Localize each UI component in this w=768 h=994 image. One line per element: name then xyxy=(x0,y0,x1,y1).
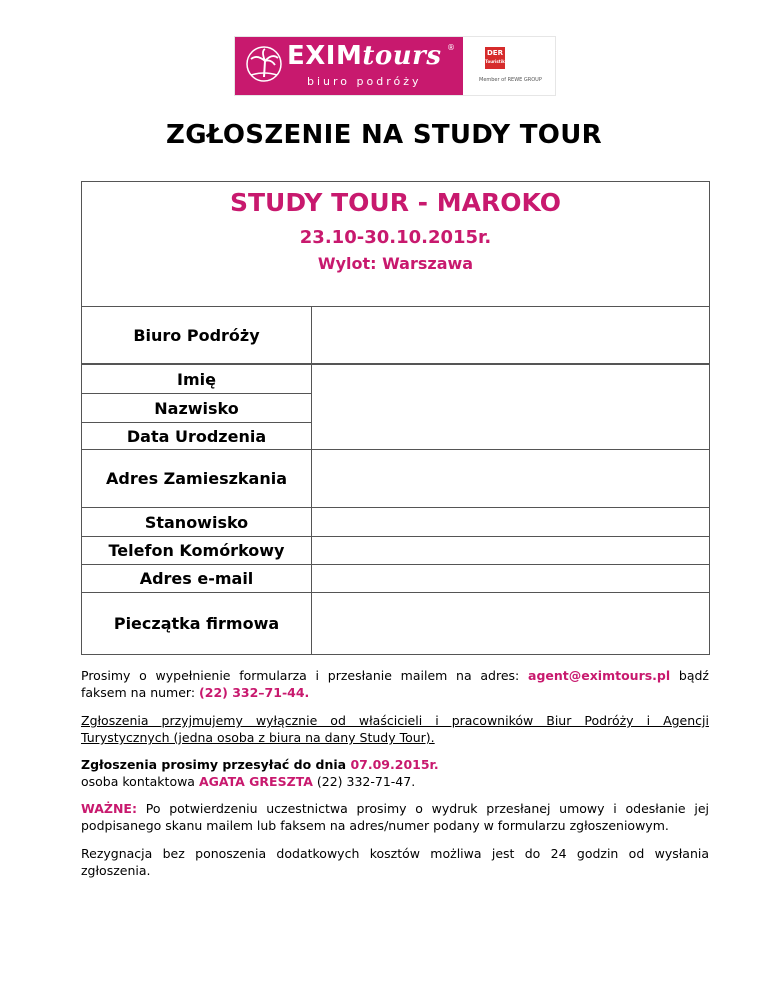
company-stamp-field[interactable] xyxy=(312,593,709,654)
form-row-birth-date xyxy=(82,423,709,450)
field-label: Adres e-mail xyxy=(82,565,312,592)
registered-mark: ® xyxy=(447,43,455,52)
field-label: Stanowisko xyxy=(82,508,312,536)
form-row-travel-agency xyxy=(82,307,709,364)
form-row-mobile xyxy=(82,537,709,565)
der-member-text: Member of REWE GROUP xyxy=(479,77,542,83)
logo-wordmark: EXIMtours xyxy=(287,41,442,71)
fax-number: (22) 332–71-44. xyxy=(199,685,310,700)
form-row-company-stamp xyxy=(82,593,709,654)
birth-date-field[interactable] xyxy=(312,423,709,449)
travel-agency-field[interactable] xyxy=(312,307,709,363)
form-row-email xyxy=(82,565,709,593)
contact-email[interactable]: agent@eximtours.pl xyxy=(528,668,671,683)
field-label: Adres Zamieszkania xyxy=(82,450,312,507)
address-field[interactable] xyxy=(312,450,709,507)
logo-subtitle: biuro podróży xyxy=(307,75,422,88)
trip-title: STUDY TOUR - MAROKO xyxy=(230,188,561,217)
deadline-date: 07.09.2015r. xyxy=(350,757,439,772)
field-label: Telefon Komórkowy xyxy=(82,537,312,564)
cancellation-paragraph: Rezygnacja bez ponoszenia dodatkowych kosztów możliwa jest do 24 godzin od wysłania zgłoszenia. xyxy=(81,846,709,878)
trip-header xyxy=(82,182,709,307)
email-field[interactable] xyxy=(312,565,709,592)
position-field[interactable] xyxy=(312,508,709,536)
field-label: Data Urodzenia xyxy=(82,423,312,449)
form-row-position xyxy=(82,508,709,537)
field-label: Biuro Podróży xyxy=(82,307,312,363)
important-label: WAŻNE: xyxy=(81,801,137,816)
form-row-address xyxy=(82,450,709,508)
registration-form xyxy=(81,181,710,655)
company-logo xyxy=(234,36,556,96)
instructions-paragraph: Prosimy o wypełnienie formularza i przesłanie mailem na adres: agent@eximtours.pl bądź faksem na numer: (22) 332–71-44. xyxy=(81,668,709,700)
eligibility-paragraph: Zgłoszenia przyjmujemy wyłącznie od właścicieli i pracowników Biur Podróży i Agencji Turystycznych (jedna osoba z biura na dany Study Tour). xyxy=(81,713,709,745)
eximtours-logo xyxy=(235,37,463,95)
der-badge: DER Touristik xyxy=(485,47,505,69)
first-last-name-field[interactable] xyxy=(312,364,709,423)
field-label: Imię xyxy=(82,364,311,393)
document-title: ZGŁOSZENIE NA STUDY TOUR xyxy=(166,120,602,150)
trip-departure: Wylot: Warszawa xyxy=(317,254,474,273)
trip-dates: 23.10-30.10.2015r. xyxy=(299,227,492,248)
contact-person: AGATA GRESZTA xyxy=(198,774,313,789)
form-row-name-group xyxy=(82,364,709,423)
field-label: Nazwisko xyxy=(82,393,311,423)
deadline-paragraph: Zgłoszenia prosimy przesyłać do dnia 07.09.2015r. osoba kontaktowa AGATA GRESZTA (22) 332-71-47. xyxy=(81,757,439,789)
palm-tree-icon xyxy=(245,45,283,83)
field-label: Pieczątka firmowa xyxy=(82,593,312,654)
important-paragraph: WAŻNE: Po potwierdzeniu uczestnictwa prosimy o wydruk przesłanej umowy i odesłanie jej podpisanego skanu mailem lub faksem na adres/numer podany w formularzu zgłoszeniowym. xyxy=(81,801,709,833)
der-touristik-logo xyxy=(463,37,555,95)
name-labels xyxy=(82,364,312,423)
mobile-phone-field[interactable] xyxy=(312,537,709,564)
